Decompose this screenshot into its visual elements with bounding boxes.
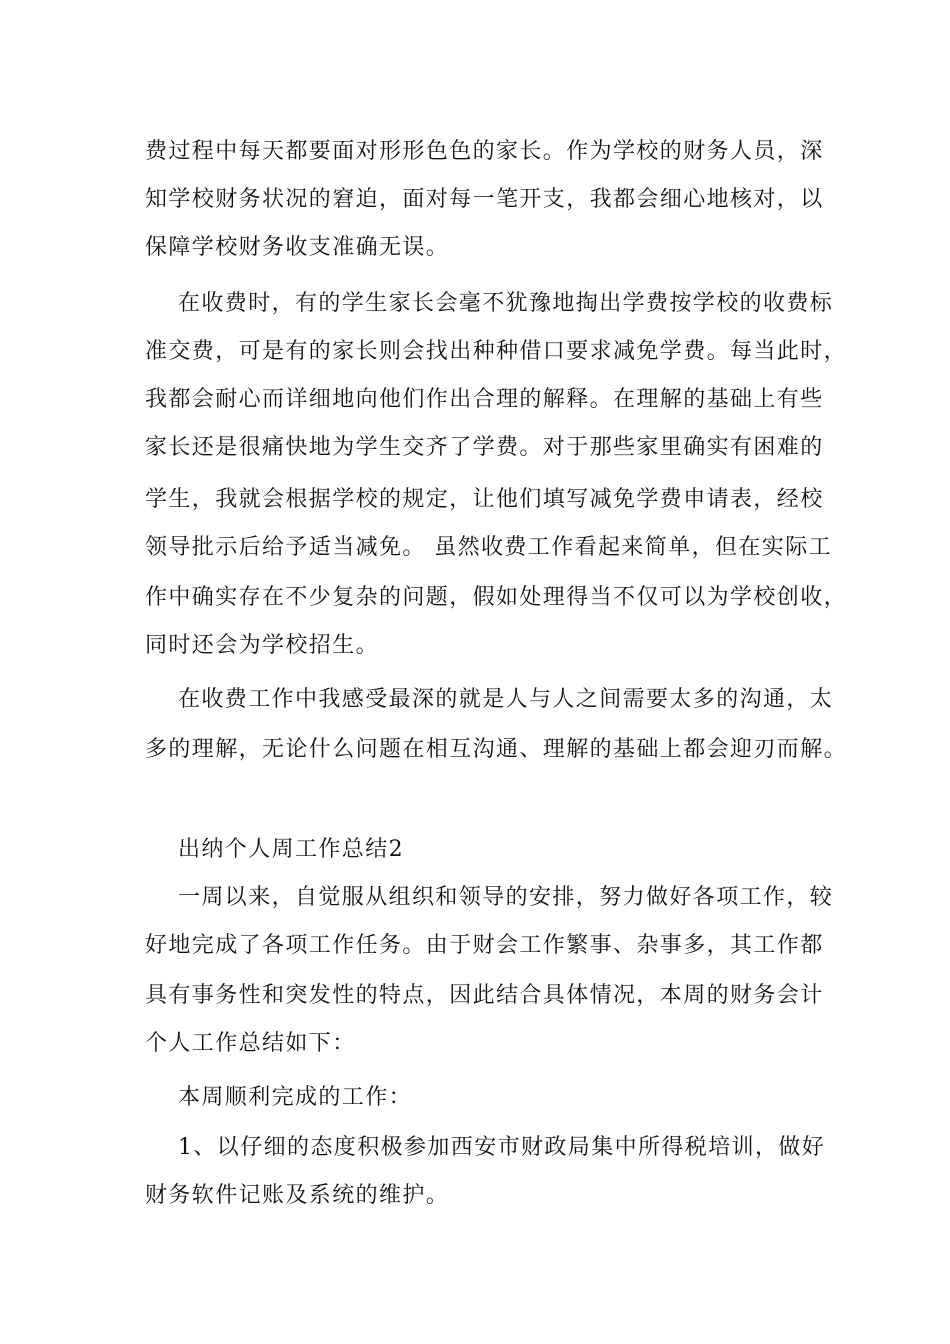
text-line: 财务软件记账及系统的维护。 [145,1183,450,1208]
text-line: 具有事务性和突发性的特点，因此结合具体情况，本周的财务会计 [145,983,824,1008]
text-line: 本周顺利完成的工作： [178,1085,413,1110]
text-line: 在收费工作中我感受最深的就是人与人之间需要太多的沟通，太 [178,687,834,712]
text-line: 多的理解，无论什么问题在相互沟通、理解的基础上都会迎刃而解。 [145,737,848,762]
text-line: 保障学校财务收支准确无误。 [145,235,450,260]
text-line: 作中确实存在不少复杂的问题，假如处理得当不仅可以为学校创收， [145,585,848,610]
text-line: 个人工作总结如下： [145,1031,356,1056]
text-line: 一周以来，自觉服从组织和领导的安排，努力做好各项工作，较 [178,885,834,910]
text-line: 家长还是很痛快地为学生交齐了学费。对于那些家里确实有困难的 [145,435,824,460]
text-line: 1、以仔细的态度积极参加西安市财政局集中所得税培训，做好 [178,1135,826,1160]
text-line: 我都会耐心而详细地向他们作出合理的解释。在理解的基础上有些 [145,387,824,412]
text-line: 领导批示后给予适当减免。 虽然收费工作看起来简单，但在实际工 [145,535,832,560]
text-line: 好地完成了各项工作任务。由于财会工作繁事、杂事多，其工作都 [145,933,824,958]
text-line: 准交费，可是有的家长则会找出种种借口要求减免学费。每当此时， [145,339,848,364]
section-heading: 出纳个人周工作总结2 [178,837,404,862]
text-line: 在收费时，有的学生家长会毫不犹豫地掏出学费按学校的收费标 [178,291,834,316]
text-line: 知学校财务状况的窘迫，面对每一笔开支，我都会细心地核对，以 [145,187,824,212]
text-line: 学生，我就会根据学校的规定，让他们填写减免学费申请表，经校 [145,487,824,512]
text-line: 同时还会为学校招生。 [145,633,380,658]
text-line: 费过程中每天都要面对形形色色的家长。作为学校的财务人员，深 [145,139,824,164]
